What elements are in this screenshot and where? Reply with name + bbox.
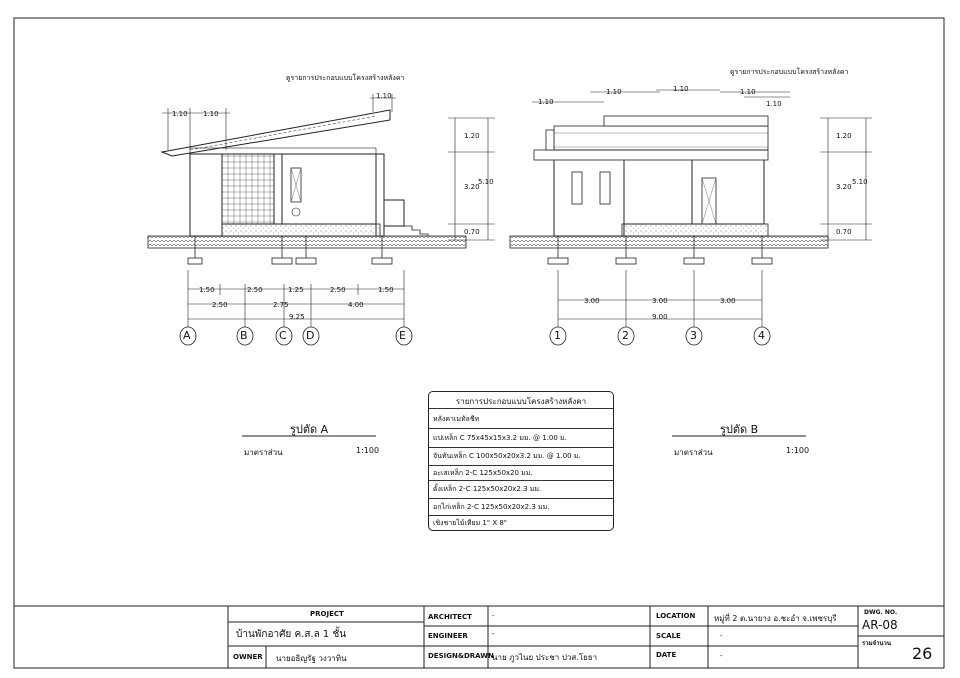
- section-b-scale-value: 1:100: [786, 446, 810, 455]
- section-a-dim-b2-1: 2.50: [212, 301, 228, 309]
- project-label: PROJECT: [310, 610, 344, 618]
- dwg-no-label: DWG. NO.: [864, 609, 898, 616]
- section-b-grid-label-2: 2: [622, 329, 629, 342]
- legend-row-2: แปเหล็ก C 75x45x15x3.2 มม. @ 1.00 ม.: [433, 434, 567, 442]
- section-a-dim-total: 9.25: [289, 313, 305, 321]
- roof-structure-legend: [428, 391, 614, 531]
- section-b-roof-note: ดูรายการประกอบแบบโครงสร้างหลังคา: [730, 68, 849, 76]
- architect-label: ARCHITECT: [428, 613, 472, 621]
- section-a-dim-top-2: 1.10: [203, 110, 219, 118]
- section-a-grid-label-d: D: [306, 329, 315, 342]
- legend-divider: [429, 447, 613, 448]
- scale-value: -: [720, 632, 723, 640]
- dwg-no-value: AR-08: [862, 618, 898, 632]
- engineer-label: ENGINEER: [428, 632, 468, 640]
- section-a-dim-right-2: 3.20: [464, 183, 480, 191]
- section-a-walls: [190, 154, 404, 236]
- section-b-drawing: [510, 90, 872, 345]
- section-a-grid-label-c: C: [279, 329, 287, 342]
- drawn-label: DESIGN&DRAWN: [428, 652, 494, 660]
- section-a-dim-right-3: 5.10: [478, 178, 494, 186]
- section-a-dim-b1-3: 1.25: [288, 286, 304, 294]
- date-label: DATE: [656, 651, 677, 659]
- section-a-roof-note: ดูรายการประกอบแบบโครงสร้างหลังคา: [286, 74, 405, 82]
- section-a-scale-label: มาตราส่วน: [244, 448, 283, 457]
- section-b-dim-top-4: 1.10: [740, 88, 756, 96]
- legend-row-4: อะเสเหล็ก 2-C 125x50x20 มม.: [433, 469, 533, 477]
- drawn-value: นาย ภูวไนย ประชา ปวส.โยธา: [492, 653, 598, 662]
- legend-divider: [429, 515, 613, 516]
- section-b-scale-label: มาตราส่วน: [674, 448, 713, 457]
- section-a-dim-right-1: 1.20: [464, 132, 480, 140]
- section-a-dim-top-1: 1.10: [172, 110, 188, 118]
- owner-value: นายอธิญรัฐ วงวาทิน: [276, 654, 347, 663]
- section-a-ground: [148, 236, 466, 248]
- legend-divider: [429, 498, 613, 499]
- section-a-dim-b1-2: 2.50: [247, 286, 263, 294]
- section-a-drawing: [148, 94, 495, 345]
- project-value: บ้านพักอาศัย ค.ส.ล 1 ชั้น: [236, 629, 347, 640]
- section-b-grid-bubbles: [550, 327, 770, 345]
- section-b-dim-top-3: 1.10: [673, 85, 689, 93]
- location-label: LOCATION: [656, 612, 696, 620]
- section-a-dim-b1-1: 1.50: [199, 286, 215, 294]
- section-b-dim-top-2: 1.10: [606, 88, 622, 96]
- legend-divider: [429, 428, 613, 429]
- legend-title: รายการประกอบแบบโครงสร้างหลังคา: [455, 397, 587, 406]
- scale-label: SCALE: [656, 632, 681, 640]
- section-a-dim-top-3: 1.10: [376, 92, 392, 100]
- architect-value: -: [492, 612, 495, 620]
- section-b-roof: [534, 116, 768, 160]
- legend-row-7: เชิงชายไม้เทียม 1" X 8": [433, 519, 508, 527]
- legend-row-1: หลังคาเมทัลชีท: [433, 415, 480, 423]
- legend-row-3: จันทันเหล็ก C 100x50x20x3.2 มม. @ 1.00 ม.: [433, 452, 581, 460]
- section-a-dim-b2-3: 4.00: [348, 301, 364, 309]
- legend-divider: [429, 465, 613, 466]
- total-sheets-value: 26: [912, 644, 933, 663]
- section-a-grid-label-b: B: [240, 329, 248, 342]
- section-a-dim-right-4: 0.70: [464, 228, 480, 236]
- legend-row-6: อกไก่เหล็ก 2-C 125x50x20x2.3 มม.: [433, 503, 550, 511]
- section-b-dim-b1-2: 3.00: [652, 297, 668, 305]
- section-b-grid-label-3: 3: [690, 329, 697, 342]
- engineer-value: -: [492, 630, 495, 638]
- section-b-dim-right-3: 5.10: [852, 178, 868, 186]
- section-b-grid-label-1: 1: [554, 329, 561, 342]
- section-a-grid-bubbles: [180, 327, 412, 345]
- section-b-dim-right-1: 1.20: [836, 132, 852, 140]
- section-a-floor-slab: [222, 224, 380, 236]
- section-b-dim-b1-3: 3.00: [720, 297, 736, 305]
- section-b-walls: [554, 152, 764, 236]
- section-a-grid-label-e: E: [399, 329, 406, 342]
- section-a-grid-label-a: A: [183, 329, 191, 342]
- section-a-scale-value: 1:100: [356, 446, 380, 455]
- section-b-dim-top-5: 1.10: [766, 100, 782, 108]
- section-b-grid-label-4: 4: [758, 329, 765, 342]
- section-a-dim-b1-5: 1.50: [378, 286, 394, 294]
- section-b-openings: [572, 172, 716, 224]
- section-b-dim-right-2: 3.20: [836, 183, 852, 191]
- owner-label: OWNER: [233, 653, 263, 661]
- total-sheets-label: รวมจำนวน: [862, 640, 892, 647]
- section-b-title: รูปตัด B: [720, 423, 759, 436]
- location-value: หมู่ที่ 2 ต.นายาง อ.ชะอำ จ.เพชรบุรี: [714, 614, 837, 623]
- section-b-dim-top-1: 1.10: [538, 98, 554, 106]
- legend-divider: [429, 408, 613, 409]
- sheet-border: [14, 18, 944, 668]
- legend-row-5: ดั้งเหล็ก 2-C 125x50x20x2.3 มม.: [433, 485, 542, 493]
- section-b-dim-right-4: 0.70: [836, 228, 852, 236]
- section-b-floor-slab: [622, 224, 768, 236]
- section-a-dim-b1-4: 2.50: [330, 286, 346, 294]
- section-b-dim-total: 9.00: [652, 313, 668, 321]
- legend-divider: [429, 480, 613, 481]
- date-value: -: [720, 652, 723, 660]
- section-a-title: รูปตัด A: [290, 423, 329, 436]
- section-b-dim-b1-1: 3.00: [584, 297, 600, 305]
- section-a-steps: [404, 226, 428, 236]
- section-a-dim-b2-2: 2.75: [273, 301, 289, 309]
- section-a-bottom-dims: [188, 270, 404, 330]
